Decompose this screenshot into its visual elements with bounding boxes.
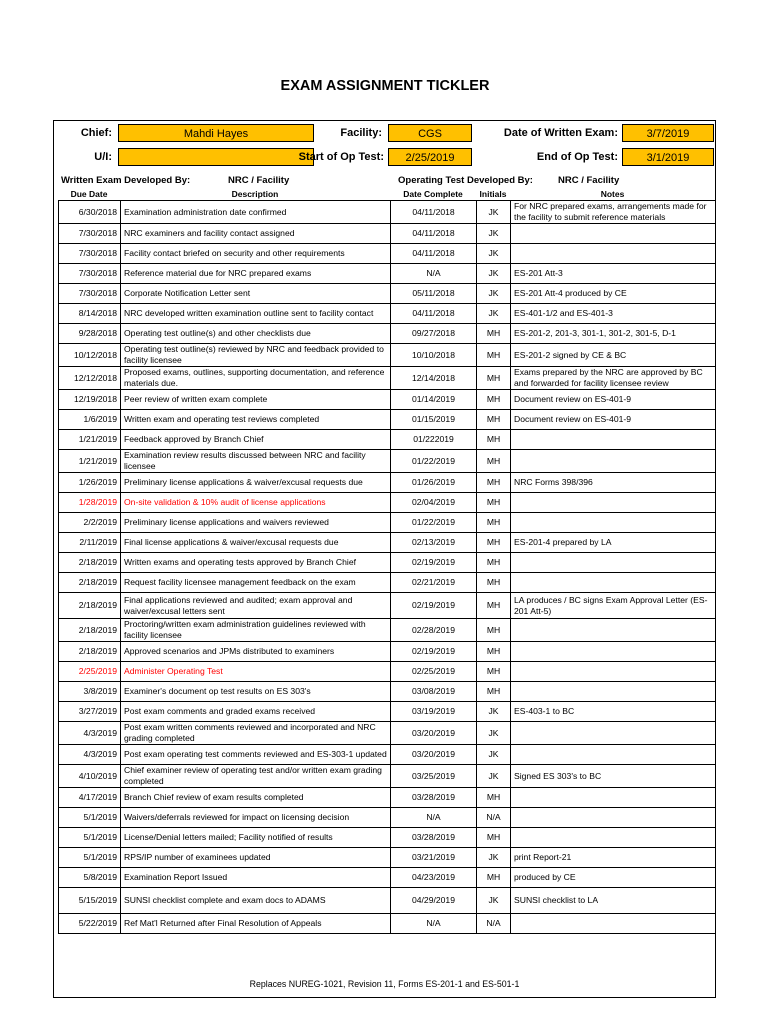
- notes-cell[interactable]: [511, 722, 716, 745]
- table-row: [59, 304, 716, 324]
- notes-cell[interactable]: produced by CE: [511, 868, 716, 888]
- table-row: [59, 513, 716, 533]
- date-complete-cell[interactable]: 02/28/2019: [391, 619, 477, 642]
- date-complete-cell[interactable]: 02/19/2019: [391, 553, 477, 573]
- description-cell: Examination review results discussed between NRC and facility licensee: [121, 450, 391, 473]
- notes-cell[interactable]: LA produces / BC signs Exam Approval Letter (ES-201 Att-5): [511, 593, 716, 619]
- date-complete-cell[interactable]: 02/21/2019: [391, 573, 477, 593]
- date-complete-cell[interactable]: 03/21/2019: [391, 848, 477, 868]
- description-cell: NRC developed written examination outline sent to facility contact: [121, 304, 391, 324]
- table-row: [59, 473, 716, 493]
- due-date-cell: 1/28/2019: [59, 493, 121, 513]
- date-complete-cell[interactable]: 02/13/2019: [391, 533, 477, 553]
- initials-cell[interactable]: JK: [477, 224, 511, 244]
- notes-cell[interactable]: NRC Forms 398/396: [511, 473, 716, 493]
- description-cell: Request facility licensee management feedback on the exam: [121, 573, 391, 593]
- table-row: [59, 765, 716, 788]
- initials-cell[interactable]: MH: [477, 573, 511, 593]
- end-op-test-field[interactable]: 3/1/2019: [622, 148, 714, 166]
- due-date-cell: 2/18/2019: [59, 553, 121, 573]
- date-complete-cell[interactable]: 03/19/2019: [391, 702, 477, 722]
- initials-cell[interactable]: MH: [477, 430, 511, 450]
- table-row: [59, 573, 716, 593]
- description-cell: SUNSI checklist complete and exam docs to ADAMS: [121, 888, 391, 914]
- date-complete-cell[interactable]: 01/15/2019: [391, 410, 477, 430]
- due-date-cell: 2/11/2019: [59, 533, 121, 553]
- page-title: EXAM ASSIGNMENT TICKLER: [280, 78, 490, 94]
- description-cell: Corporate Notification Letter sent: [121, 284, 391, 304]
- description-cell: Reference material due for NRC prepared exams: [121, 264, 391, 284]
- initials-cell[interactable]: JK: [477, 888, 511, 914]
- table-row: [59, 593, 716, 619]
- table-row: [59, 868, 716, 888]
- notes-cell[interactable]: [511, 642, 716, 662]
- notes-cell[interactable]: [511, 513, 716, 533]
- description-cell: Feedback approved by Branch Chief: [121, 430, 391, 450]
- date-complete-cell[interactable]: 02/19/2019: [391, 593, 477, 619]
- due-date-cell: 2/18/2019: [59, 642, 121, 662]
- description-cell: License/Denial letters mailed; Facility notified of results: [121, 828, 391, 848]
- due-date-cell: 10/12/2018: [59, 344, 121, 367]
- initials-cell[interactable]: MH: [477, 493, 511, 513]
- initials-cell[interactable]: MH: [477, 473, 511, 493]
- description-cell: Preliminary license applications & waiver/excusal requests due: [121, 473, 391, 493]
- due-date-cell: 2/2/2019: [59, 513, 121, 533]
- notes-cell[interactable]: Document review on ES-401-9: [511, 390, 716, 410]
- description-cell: Peer review of written exam complete: [121, 390, 391, 410]
- initials-cell[interactable]: MH: [477, 788, 511, 808]
- description-cell: Approved scenarios and JPMs distributed to examiners: [121, 642, 391, 662]
- description-cell: Examination Report Issued: [121, 868, 391, 888]
- table-row: [59, 828, 716, 848]
- due-date-cell: 1/21/2019: [59, 450, 121, 473]
- notes-cell[interactable]: print Report-21: [511, 848, 716, 868]
- date-complete-cell[interactable]: 04/11/2018: [391, 201, 477, 224]
- due-date-cell: 4/3/2019: [59, 745, 121, 765]
- date-complete-cell[interactable]: 01/22/2019: [391, 450, 477, 473]
- due-date-cell: 7/30/2018: [59, 224, 121, 244]
- notes-cell[interactable]: [511, 430, 716, 450]
- date-complete-cell[interactable]: 03/25/2019: [391, 765, 477, 788]
- due-date-cell: 2/18/2019: [59, 593, 121, 619]
- initials-cell[interactable]: MH: [477, 828, 511, 848]
- initials-cell[interactable]: JK: [477, 201, 511, 224]
- notes-cell[interactable]: [511, 619, 716, 642]
- initials-cell[interactable]: MH: [477, 662, 511, 682]
- table-row: [59, 324, 716, 344]
- description-cell: Operating test outline(s) reviewed by NRC and feedback provided to facility licensee: [121, 344, 391, 367]
- notes-cell[interactable]: ES-201 Att-4 produced by CE: [511, 284, 716, 304]
- initials-cell[interactable]: MH: [477, 513, 511, 533]
- notes-cell[interactable]: [511, 808, 716, 828]
- table-row: [59, 914, 716, 934]
- col-initials: Initials: [479, 189, 507, 199]
- table-row: [59, 788, 716, 808]
- description-cell: RPS/IP number of examinees updated: [121, 848, 391, 868]
- due-date-cell: 5/8/2019: [59, 868, 121, 888]
- initials-cell[interactable]: MH: [477, 390, 511, 410]
- table-row: [59, 619, 716, 642]
- notes-cell[interactable]: ES-201-4 prepared by LA: [511, 533, 716, 553]
- date-complete-cell[interactable]: 01/222019: [391, 430, 477, 450]
- due-date-cell: 4/3/2019: [59, 722, 121, 745]
- date-complete-cell[interactable]: 04/11/2018: [391, 304, 477, 324]
- notes-cell[interactable]: [511, 828, 716, 848]
- table-row: [59, 410, 716, 430]
- initials-cell[interactable]: JK: [477, 848, 511, 868]
- date-complete-cell[interactable]: 02/04/2019: [391, 493, 477, 513]
- date-complete-cell[interactable]: 01/26/2019: [391, 473, 477, 493]
- table-row: [59, 642, 716, 662]
- due-date-cell: 5/15/2019: [59, 888, 121, 914]
- notes-cell[interactable]: ES-403-1 to BC: [511, 702, 716, 722]
- table-row: [59, 284, 716, 304]
- col-notes: Notes: [600, 189, 625, 199]
- due-date-cell: 2/18/2019: [59, 619, 121, 642]
- description-cell: NRC examiners and facility contact assigned: [121, 224, 391, 244]
- notes-cell[interactable]: Exams prepared by the NRC are approved by BC and forwarded for facility licensee review: [511, 367, 716, 390]
- table-row: [59, 244, 716, 264]
- tickler-table: [58, 200, 716, 934]
- table-row: [59, 808, 716, 828]
- date-complete-cell[interactable]: 04/23/2019: [391, 868, 477, 888]
- due-date-cell: 2/18/2019: [59, 573, 121, 593]
- date-complete-cell[interactable]: 02/19/2019: [391, 642, 477, 662]
- due-date-cell: 3/27/2019: [59, 702, 121, 722]
- notes-cell[interactable]: [511, 682, 716, 702]
- due-date-cell: 1/21/2019: [59, 430, 121, 450]
- description-cell: Written exam and operating test reviews completed: [121, 410, 391, 430]
- due-date-cell: 7/30/2018: [59, 264, 121, 284]
- date-complete-cell[interactable]: 01/22/2019: [391, 513, 477, 533]
- initials-cell[interactable]: MH: [477, 868, 511, 888]
- table-row: [59, 201, 716, 224]
- description-cell: Proposed exams, outlines, supporting documentation, and reference materials due.: [121, 367, 391, 390]
- description-cell: Examination administration date confirmed: [121, 201, 391, 224]
- notes-cell[interactable]: [511, 450, 716, 473]
- table-row: [59, 662, 716, 682]
- written-developed-by-options[interactable]: NRC / Facility: [228, 175, 290, 186]
- initials-cell[interactable]: JK: [477, 304, 511, 324]
- description-cell: Examiner's document op test results on ES 303's: [121, 682, 391, 702]
- op-developed-by-options[interactable]: NRC / Facility: [558, 175, 620, 186]
- date-complete-cell[interactable]: 01/14/2019: [391, 390, 477, 410]
- notes-cell[interactable]: [511, 244, 716, 264]
- table-row: [59, 533, 716, 553]
- table-row: [59, 888, 716, 914]
- description-cell: Post exam operating test comments reviewed and ES-303-1 updated: [121, 745, 391, 765]
- notes-cell[interactable]: [511, 493, 716, 513]
- description-cell: Operating test outline(s) and other checklists due: [121, 324, 391, 344]
- notes-cell[interactable]: [511, 553, 716, 573]
- due-date-cell: 8/14/2018: [59, 304, 121, 324]
- table-row: [59, 722, 716, 745]
- facility-field[interactable]: CGS: [388, 124, 472, 142]
- date-complete-cell[interactable]: 03/28/2019: [391, 788, 477, 808]
- initials-cell[interactable]: MH: [477, 410, 511, 430]
- col-description: Description: [231, 189, 279, 199]
- notes-cell[interactable]: For NRC prepared exams, arrangements made for the facility to submit reference materials: [511, 201, 716, 224]
- initials-cell[interactable]: MH: [477, 324, 511, 344]
- table-row: [59, 430, 716, 450]
- initials-cell[interactable]: MH: [477, 367, 511, 390]
- initials-cell[interactable]: JK: [477, 264, 511, 284]
- date-complete-cell[interactable]: 03/08/2019: [391, 682, 477, 702]
- table-row: [59, 553, 716, 573]
- initials-cell[interactable]: N/A: [477, 808, 511, 828]
- footer-note: Replaces NUREG-1021, Revision 11, Forms ES-201-1 and ES-501-1: [249, 979, 520, 989]
- table-row: [59, 367, 716, 390]
- date-complete-cell[interactable]: 02/25/2019: [391, 662, 477, 682]
- table-row: [59, 344, 716, 367]
- written-developed-by-label: Written Exam Developed By:: [61, 175, 191, 186]
- date-complete-cell[interactable]: 10/10/2018: [391, 344, 477, 367]
- end-op-test-label: End of Op Test:: [536, 151, 618, 163]
- table-row: [59, 848, 716, 868]
- initials-cell[interactable]: MH: [477, 553, 511, 573]
- initials-cell[interactable]: MH: [477, 619, 511, 642]
- notes-cell[interactable]: ES-201 Att-3: [511, 264, 716, 284]
- ui-label: U/I:: [94, 151, 112, 163]
- initials-cell[interactable]: JK: [477, 244, 511, 264]
- notes-cell[interactable]: ES-201-2 signed by CE & BC: [511, 344, 716, 367]
- date-complete-cell[interactable]: 03/20/2019: [391, 722, 477, 745]
- col-date-complete: Date Complete: [403, 189, 463, 199]
- notes-cell[interactable]: SUNSI checklist to LA: [511, 888, 716, 914]
- op-developed-by-label: Operating Test Developed By:: [398, 175, 533, 186]
- due-date-cell: 1/6/2019: [59, 410, 121, 430]
- description-cell: Ref Mat'l Returned after Final Resolution of Appeals: [121, 914, 391, 934]
- notes-cell[interactable]: Signed ES 303's to BC: [511, 765, 716, 788]
- due-date-cell: 5/1/2019: [59, 808, 121, 828]
- table-row: [59, 682, 716, 702]
- initials-cell[interactable]: JK: [477, 702, 511, 722]
- table-row: [59, 264, 716, 284]
- due-date-cell: 5/1/2019: [59, 848, 121, 868]
- date-complete-cell[interactable]: 04/11/2018: [391, 244, 477, 264]
- date-complete-cell[interactable]: 03/28/2019: [391, 828, 477, 848]
- initials-cell[interactable]: MH: [477, 642, 511, 662]
- written-exam-date-field[interactable]: 3/7/2019: [622, 124, 714, 142]
- notes-cell[interactable]: Document review on ES-401-9: [511, 410, 716, 430]
- due-date-cell: 7/30/2018: [59, 244, 121, 264]
- description-cell: Proctoring/written exam administration guidelines reviewed with facility licensee: [121, 619, 391, 642]
- initials-cell[interactable]: JK: [477, 745, 511, 765]
- initials-cell[interactable]: JK: [477, 765, 511, 788]
- due-date-cell: 12/19/2018: [59, 390, 121, 410]
- description-cell: Administer Operating Test: [121, 662, 391, 682]
- chief-label: Chief:: [80, 127, 112, 139]
- date-complete-cell[interactable]: 04/29/2019: [391, 888, 477, 914]
- description-cell: Written exams and operating tests approved by Branch Chief: [121, 553, 391, 573]
- description-cell: Facility contact briefed on security and other requirements: [121, 244, 391, 264]
- col-due-date: Due Date: [70, 189, 108, 199]
- due-date-cell: 5/1/2019: [59, 828, 121, 848]
- due-date-cell: 9/28/2018: [59, 324, 121, 344]
- initials-cell[interactable]: MH: [477, 450, 511, 473]
- start-op-test-label: Start of Op Test:: [298, 151, 384, 163]
- date-complete-cell[interactable]: 03/20/2019: [391, 745, 477, 765]
- notes-cell[interactable]: ES-401-1/2 and ES-401-3: [511, 304, 716, 324]
- date-complete-cell[interactable]: 12/14/2018: [391, 367, 477, 390]
- start-op-test-field[interactable]: 2/25/2019: [388, 148, 472, 166]
- table-row: [59, 390, 716, 410]
- due-date-cell: 6/30/2018: [59, 201, 121, 224]
- due-date-cell: 4/17/2019: [59, 788, 121, 808]
- date-complete-cell[interactable]: 09/27/2018: [391, 324, 477, 344]
- notes-cell[interactable]: [511, 914, 716, 934]
- date-complete-cell[interactable]: 05/11/2018: [391, 284, 477, 304]
- due-date-cell: 12/12/2018: [59, 367, 121, 390]
- initials-cell[interactable]: MH: [477, 593, 511, 619]
- notes-cell[interactable]: [511, 745, 716, 765]
- due-date-cell: 5/22/2019: [59, 914, 121, 934]
- table-row: [59, 450, 716, 473]
- notes-cell[interactable]: [511, 788, 716, 808]
- description-cell: Final license applications & waiver/excusal requests due: [121, 533, 391, 553]
- table-row: [59, 702, 716, 722]
- initials-cell[interactable]: MH: [477, 682, 511, 702]
- due-date-cell: 7/30/2018: [59, 284, 121, 304]
- date-complete-cell[interactable]: N/A: [391, 808, 477, 828]
- initials-cell[interactable]: N/A: [477, 914, 511, 934]
- due-date-cell: 4/10/2019: [59, 765, 121, 788]
- facility-label: Facility:: [340, 127, 382, 139]
- initials-cell[interactable]: JK: [477, 284, 511, 304]
- notes-cell[interactable]: ES-201-2, 201-3, 301-1, 301-2, 301-5, D-1: [511, 324, 716, 344]
- initials-cell[interactable]: MH: [477, 344, 511, 367]
- description-cell: On-site validation & 10% audit of license applications: [121, 493, 391, 513]
- due-date-cell: 1/26/2019: [59, 473, 121, 493]
- notes-cell[interactable]: [511, 662, 716, 682]
- description-cell: Post exam comments and graded exams received: [121, 702, 391, 722]
- written-exam-date-label: Date of Written Exam:: [503, 127, 618, 139]
- description-cell: Branch Chief review of exam results completed: [121, 788, 391, 808]
- due-date-cell: 3/8/2019: [59, 682, 121, 702]
- date-complete-cell[interactable]: 04/11/2018: [391, 224, 477, 244]
- chief-field[interactable]: Mahdi Hayes: [118, 124, 314, 142]
- initials-cell[interactable]: JK: [477, 722, 511, 745]
- notes-cell[interactable]: [511, 573, 716, 593]
- notes-cell[interactable]: [511, 224, 716, 244]
- date-complete-cell[interactable]: N/A: [391, 914, 477, 934]
- description-cell: Chief examiner review of operating test and/or written exam grading completed: [121, 765, 391, 788]
- description-cell: Waivers/deferrals reviewed for impact on licensing decision: [121, 808, 391, 828]
- due-date-cell: 2/25/2019: [59, 662, 121, 682]
- table-row: [59, 493, 716, 513]
- table-row: [59, 224, 716, 244]
- table-row: [59, 745, 716, 765]
- initials-cell[interactable]: MH: [477, 533, 511, 553]
- description-cell: Post exam written comments reviewed and incorporated and NRC grading completed: [121, 722, 391, 745]
- date-complete-cell[interactable]: N/A: [391, 264, 477, 284]
- description-cell: Final applications reviewed and audited; exam approval and waiver/excusal letters sent: [121, 593, 391, 619]
- description-cell: Preliminary license applications and waivers reviewed: [121, 513, 391, 533]
